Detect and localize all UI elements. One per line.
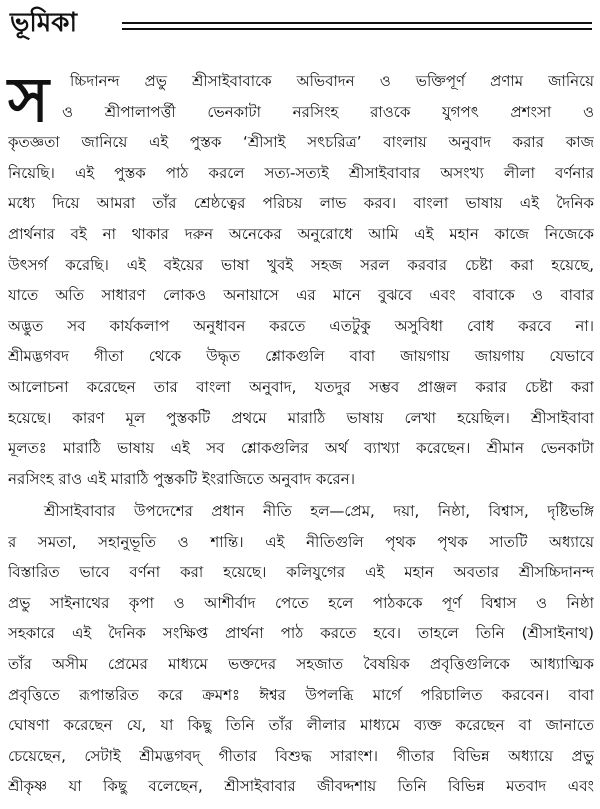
paragraph-1 [8, 63, 594, 494]
text-line: যাতে অতি সাধারণ লোকও অনায়াসে এর মানে বুঝবে এবং বাবাকে ও বাবার [8, 286, 594, 305]
text-line: সহকারে এই দৈনিক সংক্ষিপ্ত প্রার্থনা পাঠ করতে হবে। তাহলে তিনি (শ্রীসাইনাথ) [8, 624, 594, 643]
text-line: বিস্তারিত ভাবে বর্ণনা করা হয়েছে। কলিযুগের এই মহান অবতার শ্রীসচ্চিদানন্দ [8, 563, 594, 582]
text-line: মধ্যে দিয়ে আমরা তাঁর শ্রেষ্ঠত্বের পরিচয় লাভ করব। বাংলা ভাষায় এই দৈনিক [8, 194, 594, 213]
text-line: শ্রীসাইবাবার উপদেশের প্রধান নীতি হল—প্রেম, দয়া, নিষ্ঠা, বিশ্বাস, দৃষ্টিভঙ্গি [44, 502, 594, 520]
title-rule-upper [122, 22, 592, 24]
text-line: কৃতজ্ঞতা জানিয়ে এই পুস্তক ‘শ্রীসাই সৎচরিত্র’ বাংলায় অনুবাদ করার কাজ [8, 133, 594, 152]
text-line: উৎসর্গ করেছি। এই বইয়ের ভাষা খুবই সহজ সরল করবার চেষ্টা করা হয়েছে, [8, 255, 594, 274]
paragraph-2 [8, 496, 594, 802]
text-line: তাঁর অসীম প্রেমের মাধ্যমে ভক্তদের সহজাত বৈষয়িক প্রবৃত্তিগুলিকে আধ্যাত্মিক [8, 654, 594, 673]
page-header [10, 6, 592, 44]
text-line: হয়েছে। কারণ মূল পুস্তকটি প্রথমে মারাঠি ভাষায় লেখা হয়েছিল। শ্রীসাইবাবা [8, 408, 594, 427]
text-line: নিয়েছি। এই পুস্তক পাঠ করলে সত্য-সত্যই শ্রীসাইবাবার অসংখ্য লীলা বর্ণনার [8, 163, 594, 182]
text-line: প্রবৃত্তিতে রূপান্তরিত করে ক্রমশঃ ঈশ্বর উপলব্ধি মার্গে পরিচালিত করবেন। বাবা [8, 685, 594, 704]
page-title: ভূমিকা [10, 8, 77, 38]
text-line: র সমতা, সহানুভূতি ও শান্তি। এই নীতিগুলি পৃথক পৃথক সাতটি অধ্যায়ে [8, 532, 594, 551]
text-line: প্রার্থনার বই না থাকার দরুন অনেকের অনুরোধে আমি এই মহান কাজে নিজেকে [8, 224, 594, 243]
text-line: নরসিংহ রাও এই মারাঠি পুস্তকটি ইংরাজিতে অনুবাদ করেন। [8, 469, 355, 488]
text-line: মূলতঃ মারাঠি ভাষায় এই সব শ্লোকগুলির অর্থ ব্যাখ্যা করেছেন। শ্রীমান ভেনকাটা [8, 439, 594, 458]
text-line: ও শ্রীপালাপর্ত্তী ভেনকাটা নরসিংহ রাওকে যুগপৎ প্রশংসা ও [62, 102, 594, 121]
text-line: চেয়েছেন, সেটাই শ্রীমদ্ভগবদ্ গীতার বিশুদ্ধ সারাংশ। গীতার বিভিন্ন অধ্যায়ে প্রভু [8, 746, 594, 765]
text-line: শ্রীকৃষ্ণ যা কিছু বলেছেন, শ্রীসাইবাবার জীবদ্দশায় তিনি বিভিন্ন মতবাদ এবং [8, 777, 594, 796]
text-line: অদ্ভুত সব কার্যকলাপ অনুধাবন করতে এতটুকু অসুবিধা বোধ করবে না। [8, 316, 594, 335]
text-line: প্রভু সাইনাথের কৃপা ও আশীর্বাদ পেতে হলে পাঠককে পূর্ণ বিশ্বাস ও নিষ্ঠা [8, 593, 594, 612]
text-line: ঘোষণা করেছেন যে, যা কিছু তিনি তাঁর লীলার মাধ্যমে ব্যক্ত করেছেন বা জানাতে [8, 716, 594, 735]
text-line: চ্চিদানন্দ প্রভু শ্রীসাইবাবাকে অভিবাদন ও ভক্তিপূর্ণ প্রণাম জানিয়ে [70, 72, 594, 90]
title-rule-lower [122, 28, 592, 30]
drop-cap-letter: স [8, 63, 49, 136]
text-line: আলোচনা করেছেন তার বাংলা অনুবাদ, যতদুর সম্ভব প্রাঞ্জল করার চেষ্টা করা [8, 377, 594, 396]
text-line: শ্রীমদ্ভগবদ গীতা থেকে উদ্ধৃত শ্লোকগুলি বাবা জায়গায় জায়গায় যেভাবে [8, 347, 594, 366]
